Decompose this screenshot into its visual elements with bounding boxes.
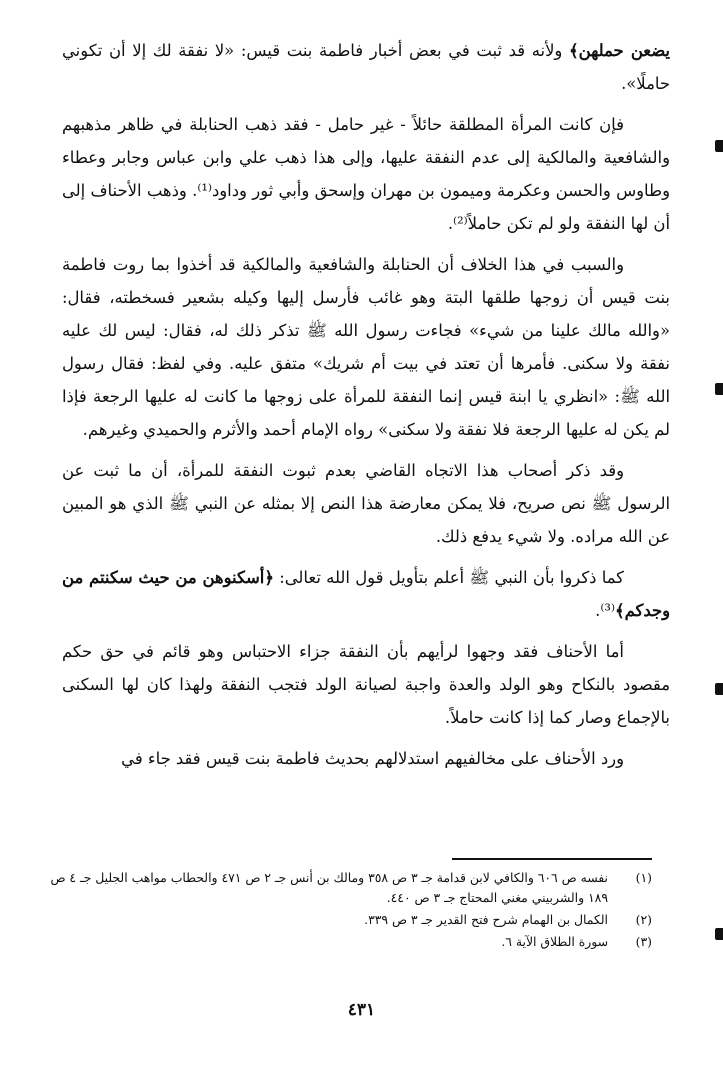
footnote-number: (٢) (635, 912, 652, 927)
main-text (62, 34, 670, 783)
paragraph-5 (62, 561, 670, 627)
paragraph-6: أما الأحناف فقد وجهوا لرأيهم بأن النفقة جزاء الاحتباس وهو قائم في حق حكم مقصود بالنكاح وهو الولد والعدة واجبة لصيانة الولد فتجب النفقة ولهذا كان لها السكنى بالإجماع وصار كما إذا كانت حاملاً. (62, 642, 670, 727)
paragraph-1 (62, 34, 670, 100)
footnote-text: نفسه ص ٦٠٦ والكافي لابن قدامة جـ ٣ ص ٣٥٨ ومالك بن أنس جـ ٢ ص ٤٧١ والحطاب مواهب الجليل جـ ٤ ص ١٨٩ والشربيني مغني المحتاج جـ ٣ ص ٤٤٠. (50, 870, 608, 905)
footnote-text: الكمال بن الهمام شرح فتح القدير جـ ٣ ص ٣٣٩. (364, 912, 608, 927)
footnote-ref-3: ⁽³⁾. (595, 601, 616, 620)
footnotes (44, 858, 652, 954)
footnote-text: سورة الطلاق الآية ٦. (501, 934, 608, 949)
footnote-number: (٣) (635, 934, 652, 949)
paragraph-3: والسبب في هذا الخلاف أن الحنابلة والشافعية والمالكية قد أخذوا بما روت فاطمة بنت قيس أن زوجها طلقها البتة وهو غائب فأرسل إليها وكيله بشعير فسخطته، فقال: «والله مالك علينا من شيء» فجاءت رسول الله ﷺ تذكر ذلك له، فقال: ليس لك عليه نفقة ولا سكنى. فأمرها أن تعتد في بيت أم شريك» متفق عليه. وفي لفظ: فقال رسول الله ﷺ: «انظري يا ابنة قيس إنما النفقة للمرأة على زوجها ما كانت له عليها الرجعة فإذا لم يكن له عليها الرجعة فلا نفقة ولا سكنى» رواه الإمام أحمد والأثرم والحميدي وغيرهم. (62, 255, 670, 439)
paragraph-7: ورد الأحناف على مخالفيهم استدلالهم بحديث فاطمة بنت قيس فقد جاء في (121, 749, 624, 768)
paragraph-2: فإن كانت المرأة المطلقة حائلاً - غير حامل - فقد ذهب الحنابلة في ظاهر مذهبهم والشافعية والمالكية إلى عدم النفقة عليها، وإلى هذا ذهب علي وابن عباس وجابر وعطاء وطاوس والحسن وعكرمة وميمون بن مهران وإسحق وأبي ثور وداود⁽¹⁾. وذهب الأحناف إلى أن لها النفقة ولو لم تكن حاملاً⁽²⁾. (62, 115, 670, 233)
quran-verse-ending: يضعن حملهن﴾ (569, 41, 670, 60)
footnote-number: (١) (635, 870, 652, 885)
binding-mark (715, 928, 723, 940)
footnote-item (44, 910, 652, 930)
footnote-item (44, 868, 652, 908)
binding-mark (715, 140, 723, 152)
paragraph-1-text: ولأنه قد ثبت في بعض أخبار فاطمة بنت قيس: «لا نفقة لك إلا أن تكوني حاملًا». (62, 41, 670, 93)
paragraph-5-text: كما ذكروا بأن النبي ﷺ أعلم بتأويل قول الله تعالى: (273, 568, 624, 587)
paragraph-4: وقد ذكر أصحاب هذا الاتجاه القاضي بعدم ثبوت النفقة للمرأة، أن ما ثبت عن الرسول ﷺ نص صريح، فلا يمكن معارضة هذا النص إلا بمثله عن النبي ﷺ الذي هو المبين عن الله مراده. ولا شيء يدفع ذلك. (62, 461, 670, 546)
footnote-item (44, 932, 652, 952)
binding-mark (715, 383, 723, 395)
footnote-divider (452, 858, 652, 860)
page-number: ٤٣١ (347, 1000, 376, 1020)
binding-mark (715, 683, 723, 695)
quran-verse: ﴿أسكنوهن من حيث سكنتم من وجدكم﴾ (62, 568, 670, 620)
